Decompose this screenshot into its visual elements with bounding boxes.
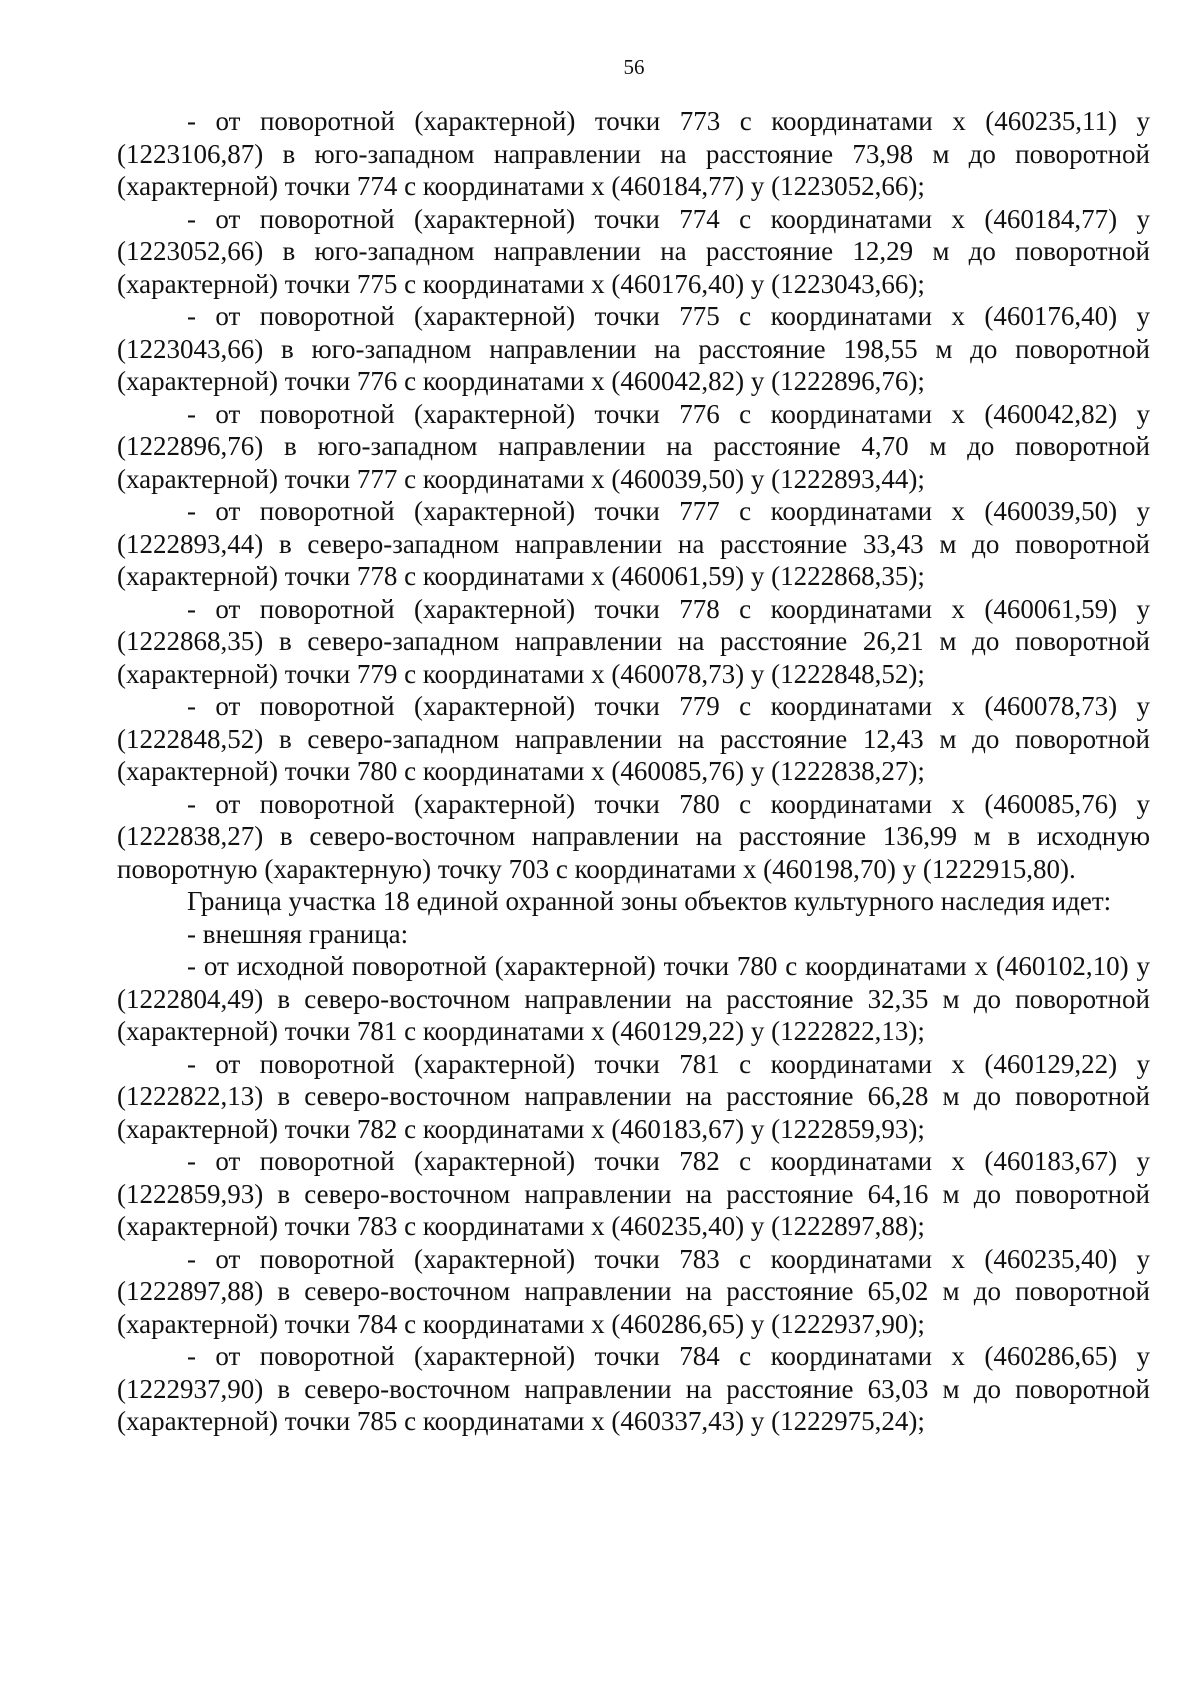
paragraph-point-775: - от поворотной (характерной) точки 775 с координатами x (460176,40) y (1223043,66) в юго-западном направлении на расстояние 198,55 м до поворотной (характерной) точки 776 с координатами x (460042,82) y (1222896,76);: [117, 301, 1150, 396]
paragraph-point-774: - от поворотной (характерной) точки 774 с координатами x (460184,77) y (1223052,66) в юго-западном направлении на расстояние 12,29 м до поворотной (характерной) точки 775 с координатами x (460176,40) y (1223043,66);: [117, 203, 1150, 299]
document-body: [117, 105, 1150, 1438]
paragraph-point-778: - от поворотной (характерной) точки 778 с координатами x (460061,59) y (1222868,35) в северо-западном направлении на расстояние 26,21 м до поворотной (характерной) точки 779 с координатами x (460078,73) y (1222848,52);: [117, 593, 1150, 689]
paragraph-point-777: - от поворотной (характерной) точки 777 с координатами x (460039,50) y (1222893,44) в северо-западном направлении на расстояние 33,43 м до поворотной (характерной) точки 778 с координатами x (460061,59) y (1222868,35);: [117, 496, 1150, 591]
paragraph-point-782: - от поворотной (характерной) точки 782 с координатами x (460183,67) y (1222859,93) в северо-восточном направлении на расстояние 64,16 м до поворотной (характерной) точки 783 с координатами x (460235,40) y (1222897,88);: [117, 1146, 1150, 1241]
paragraph-point-779: - от поворотной (характерной) точки 779 с координатами x (460078,73) y (1222848,52) в северо-западном направлении на расстояние 12,43 м до поворотной (характерной) точки 780 с координатами x (460085,76) y (1222838,27);: [117, 691, 1150, 786]
paragraph-point-773: - от поворотной (характерной) точки 773 с координатами x (460235,11) y (1223106,87) в юго-западном направлении на расстояние 73,98 м до поворотной (характерной) точки 774 с координатами x (460184,77) y (1223052,66);: [117, 106, 1150, 201]
paragraph-outer-boundary-heading: - внешняя граница:: [187, 918, 409, 949]
page-number: 56: [623, 55, 645, 79]
paragraph-point-783: - от поворотной (характерной) точки 783 с координатами x (460235,40) y (1222897,88) в северо-восточном направлении на расстояние 65,02 м до поворотной (характерной) точки 784 с координатами x (460286,65) y (1222937,90);: [117, 1243, 1150, 1339]
paragraph-section-18-intro: Граница участка 18 единой охранной зоны объектов культурного наследия идет:: [187, 886, 1112, 916]
paragraph-start-point-780: - от исходной поворотной (характерной) точки 780 с координатами x (460102,10) y (1222804,49) в северо-восточном направлении на расстояние 32,35 м до поворотной (характерной) точки 781 с координатами x (460129,22) y (1222822,13);: [117, 951, 1150, 1046]
paragraph-point-784: - от поворотной (характерной) точки 784 с координатами x (460286,65) y (1222937,90) в северо-восточном направлении на расстояние 63,03 м до поворотной (характерной) точки 785 с координатами x (460337,43) y (1222975,24);: [117, 1341, 1150, 1436]
paragraph-point-776: - от поворотной (характерной) точки 776 с координатами x (460042,82) y (1222896,76) в юго-западном направлении на расстояние 4,70 м до поворотной (характерной) точки 777 с координатами x (460039,50) y (1222893,44);: [117, 398, 1150, 494]
paragraph-point-780: - от поворотной (характерной) точки 780 с координатами x (460085,76) y (1222838,27) в северо-восточном направлении на расстояние 136,99 м в исходную поворотную (характерную) точку 703 с координатами x (460198,70) y (1222915,80).: [117, 788, 1150, 884]
paragraph-point-781: - от поворотной (характерной) точки 781 с координатами x (460129,22) y (1222822,13) в северо-восточном направлении на расстояние 66,28 м до поворотной (характерной) точки 782 с координатами x (460183,67) y (1222859,93);: [117, 1048, 1150, 1144]
